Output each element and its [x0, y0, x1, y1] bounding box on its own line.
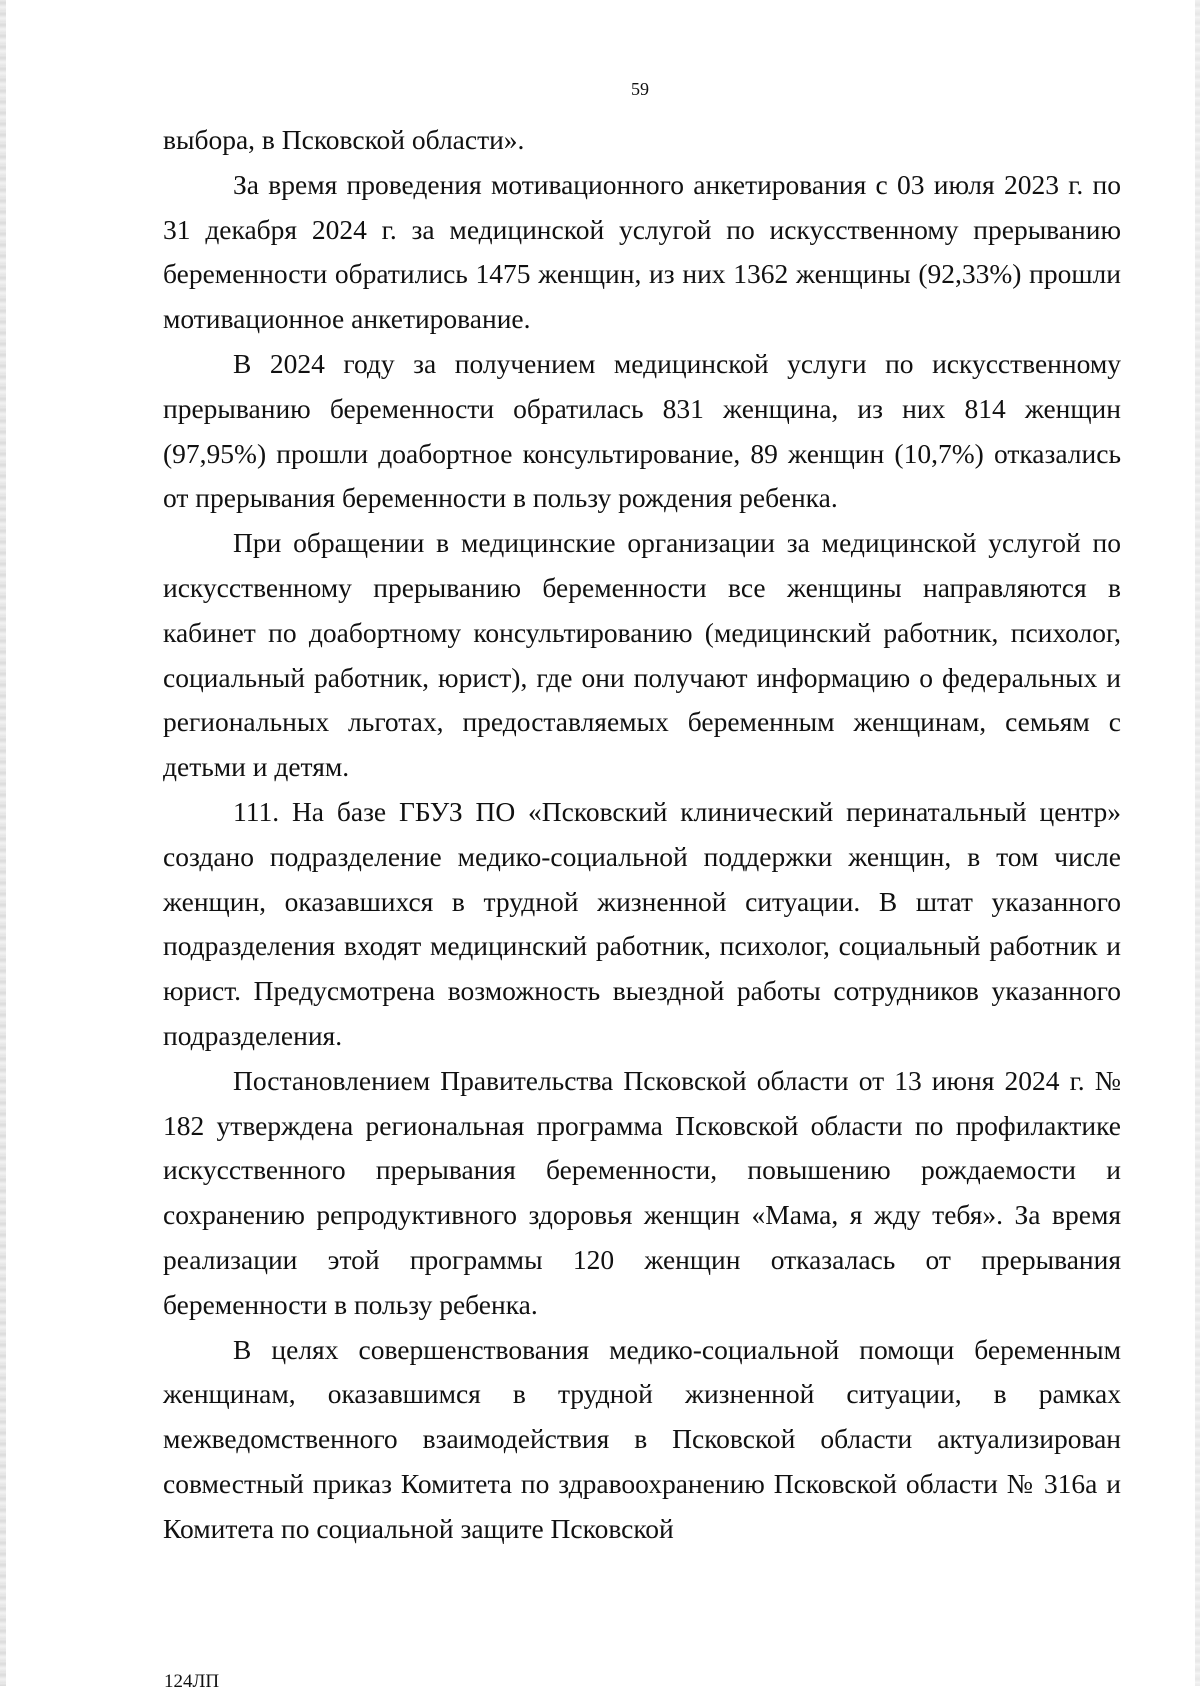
paragraph-3: В 2024 году за получением медицинской услуги по искусственному прерыванию беременности обратилась 831 женщина, из них 814 женщин (97,95%) прошли доабортное консультирование, 89 женщин (10,7%) отказались от прерывания беременности в пользу рождения ребенка. [163, 347, 1121, 514]
scan-edge-left [0, 0, 6, 1686]
scan-edge-right [1195, 0, 1200, 1686]
paragraph-6: Постановлением Правительства Псковской области от 13 июня 2024 г. № 182 утверждена региональная программа Псковской области по профилактике искусственного прерывания беременности, повышению рождаемости и сохранению репродуктивного здоровья женщин «Мама, я жду тебя». За время реализации этой программы 120 женщин отказалась от прерывания беременности в пользу ребенка. [163, 1064, 1121, 1320]
paragraph-4: При обращении в медицинские организации за медицинской услугой по искусственному прерыванию беременности все женщины направляются в кабинет по доабортному консультированию (медицинский работник, психолог, социальный работник, юрист), где они получают информацию о федеральных и региональных льготах, предоставляемых беременным женщинам, семьям с детьми и детям. [163, 527, 1121, 783]
footer-document-code: 124ЛП [164, 1671, 220, 1692]
paragraph-2: За время проведения мотивационного анкетирования с 03 июля 2023 г. по 31 декабря 2024 г. за медицинской услугой по искусственному прерыванию беременности обратились 1475 женщин, из них 1362 женщины (92,33%) прошли мотивационное анкетирование. [163, 168, 1121, 335]
page-number: 59 [631, 79, 649, 99]
document-body [163, 118, 1121, 1552]
paragraph-1: выбора, в Псковской области». [163, 124, 525, 155]
paragraph-5: 111. На базе ГБУЗ ПО «Псковский клинический перинатальный центр» создано подразделение медико-социальной поддержки женщин, в том числе женщин, оказавшихся в трудной жизненной ситуации. В штат указанного подразделения входят медицинский работник, психолог, социальный работник и юрист. Предусмотрена возможность выездной работы сотрудников указанного подразделения. [163, 795, 1121, 1051]
paragraph-7: В целях совершенствования медико-социальной помощи беременным женщинам, оказавшимся в трудной жизненной ситуации, в рамках межведомственного взаимодействия в Псковской области актуализирован совместный приказ Комитета по здравоохранению Псковской области № 316а и Комитета по социальной защите Псковской [163, 1333, 1121, 1544]
